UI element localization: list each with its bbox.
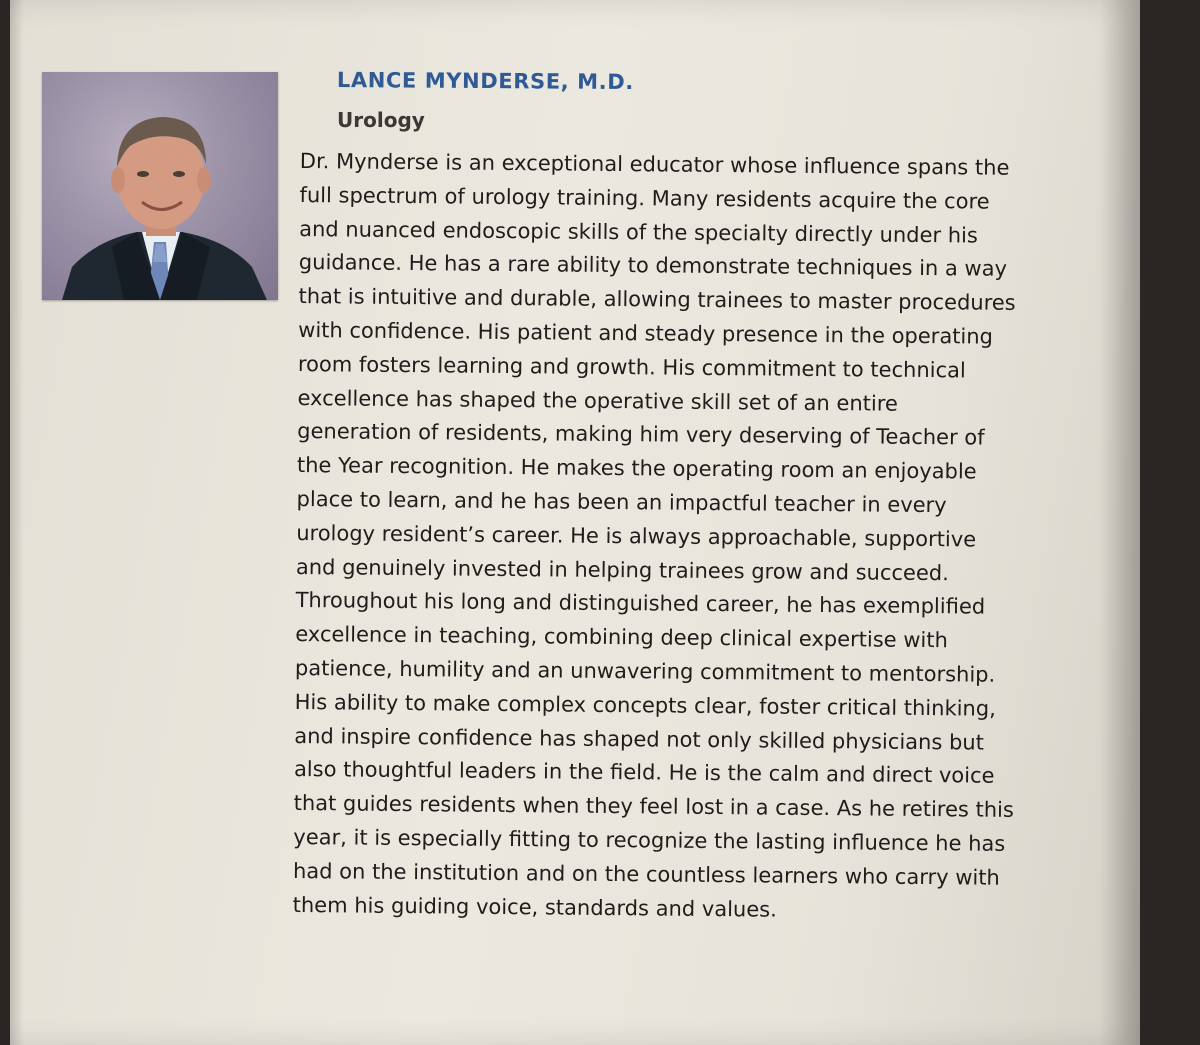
bio-line: guidance. He has a rare ability to demonstrate techniques in a way: [298, 250, 1008, 282]
bio-line: full spectrum of urology training. Many residents acquire the core: [299, 182, 990, 214]
bio-paragraph: [293, 145, 1130, 930]
bio-line: urology resident’s career. He is always approachable, supportive: [296, 520, 977, 552]
bio-line: that guides residents when they feel lost in a case. As he retires this: [293, 791, 1014, 823]
bio-line: Throughout his long and distinguished career, he has exemplified: [295, 588, 986, 619]
page-binding-shadow: [10, 0, 24, 1045]
bio-line: generation of residents, making him very deserving of Teacher of: [297, 419, 985, 450]
bio-line: had on the institution and on the countless learners who carry with: [292, 858, 1000, 890]
portrait-photo: [42, 72, 278, 300]
bio-line: His ability to make complex concepts clear, foster critical thinking,: [294, 689, 996, 721]
bio-line: Dr. Mynderse is an exceptional educator whose influence spans the: [299, 148, 1010, 180]
specialty-heading: Urology: [337, 108, 425, 132]
bio-line: and genuinely invested in helping trainees grow and succeed.: [295, 554, 949, 585]
bio-line: them his guiding voice, standards and values.: [292, 892, 777, 922]
bio-line: with confidence. His patient and steady presence in the operating: [298, 317, 994, 349]
bio-line: excellence in teaching, combining deep clinical expertise with: [295, 622, 948, 653]
bio-line: year, it is especially fitting to recognize the lasting influence he has: [293, 824, 1006, 856]
bio-line: excellence has shaped the operative skill set of an entire: [297, 385, 898, 416]
bio-line: place to learn, and he has been an impactful teacher in every: [296, 486, 947, 518]
bio-line: and nuanced endoscopic skills of the specialty directly under his: [299, 216, 979, 248]
bio-line: the Year recognition. He makes the operating room an enjoyable: [296, 453, 977, 484]
bio-line: patience, humility and an unwavering commitment to mentorship.: [294, 655, 996, 687]
bio-line: also thoughtful leaders in the field. He is the calm and direct voice: [293, 757, 995, 789]
bio-line: that is intuitive and durable, allowing trainees to master procedures: [298, 284, 1016, 316]
bio-line: and inspire confidence has shaped not only skilled physicians but: [294, 723, 985, 755]
person-name: LANCE MYNDERSE, M.D.: [336, 68, 634, 95]
bio-line: room fosters learning and growth. His commitment to technical: [297, 351, 966, 383]
